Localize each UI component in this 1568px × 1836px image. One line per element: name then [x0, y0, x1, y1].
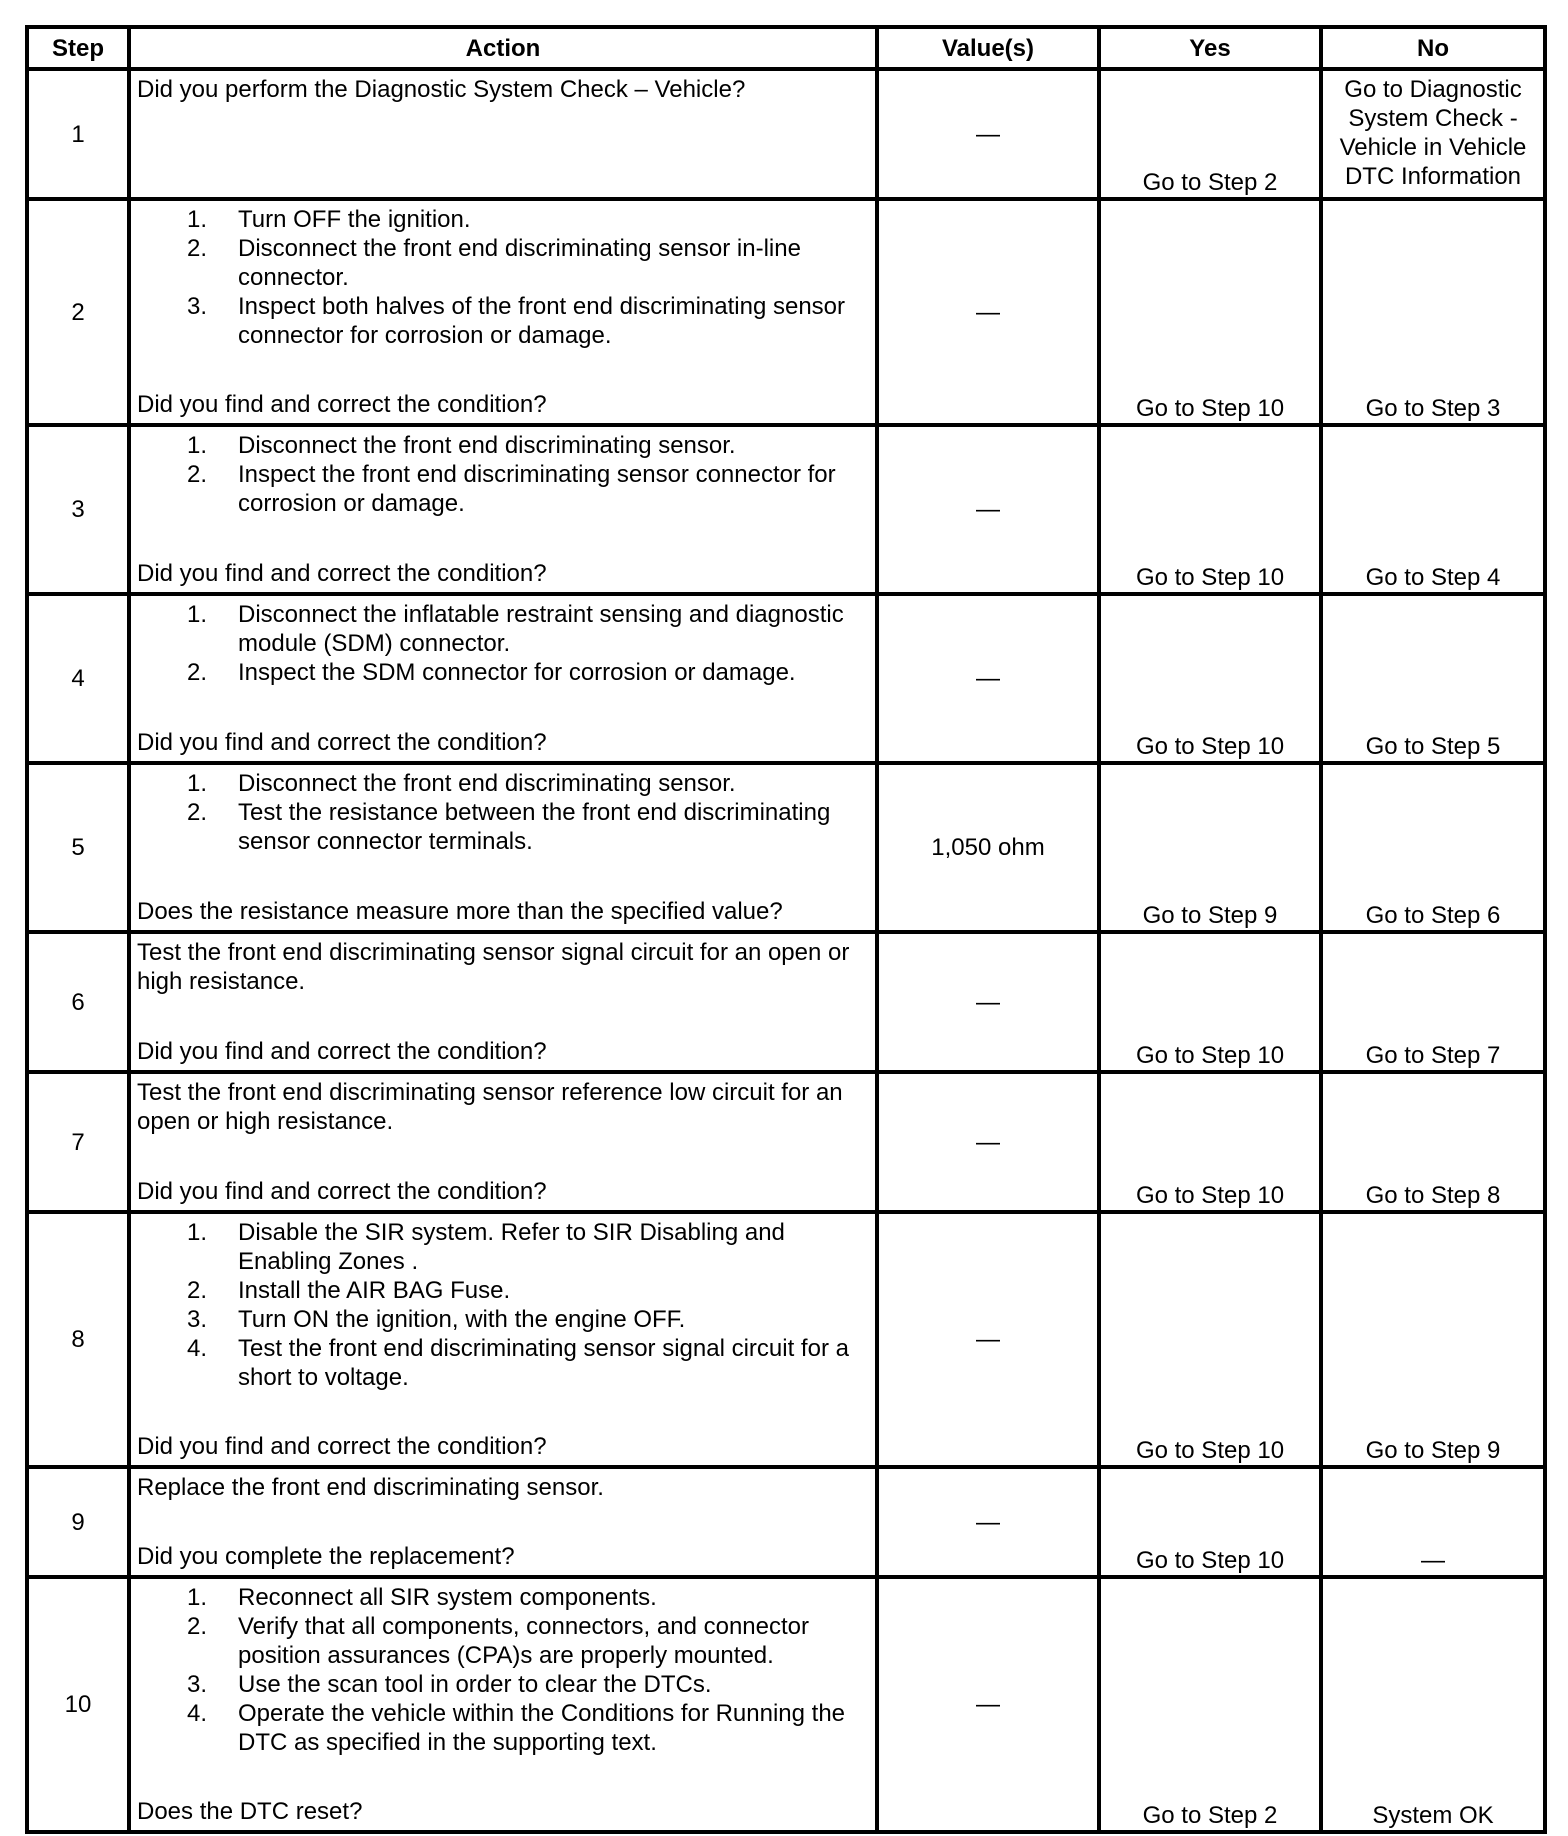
action-step: 1. Disconnect the inflatable restraint sensing and diagnostic module (SDM) connector.: [187, 601, 844, 657]
action-step: 4. Operate the vehicle within the Conditions for Running the DTC as specified in the supporting text.: [187, 1700, 846, 1756]
action-text: Replace the front end discriminating sensor.: [137, 1474, 604, 1501]
value-cell: —: [877, 425, 1099, 594]
action-cell: [129, 1072, 877, 1212]
no-cell: System OK: [1321, 1577, 1545, 1832]
action-steps: [137, 1583, 867, 1757]
action-step: 2. Install the AIR BAG Fuse.: [187, 1277, 511, 1304]
action-steps: [137, 600, 867, 687]
action-cell: [129, 1212, 877, 1467]
action-step: 1. Disable the SIR system. Refer to SIR Disabling and Enabling Zones .: [187, 1219, 785, 1275]
action-question: Did you find and correct the condition?: [137, 1433, 547, 1460]
step-number: 6: [27, 932, 129, 1072]
action-cell: [129, 199, 877, 425]
table-row: [27, 69, 1545, 199]
table-row: [27, 1577, 1545, 1832]
action-step: 3. Turn ON the ignition, with the engine OFF.: [187, 1306, 686, 1333]
action-cell: [129, 1577, 877, 1832]
no-cell: Go to Step 7: [1321, 932, 1545, 1072]
value-cell: 1,050 ohm: [877, 763, 1099, 932]
value-cell: —: [877, 594, 1099, 763]
yes-cell: Go to Step 10: [1099, 1072, 1321, 1212]
header-values: Value(s): [877, 27, 1099, 69]
step-number: 8: [27, 1212, 129, 1467]
table-row: [27, 594, 1545, 763]
no-cell: Go to Step 5: [1321, 594, 1545, 763]
action-question: Does the DTC reset?: [137, 1798, 363, 1825]
step-number: 4: [27, 594, 129, 763]
action-cell: [129, 763, 877, 932]
action-question: Did you find and correct the condition?: [137, 1178, 547, 1205]
action-step: 3. Inspect both halves of the front end discriminating sensor connector for corrosion or damage.: [187, 293, 846, 349]
header-no: No: [1321, 27, 1545, 69]
no-cell: Go to Step 9: [1321, 1212, 1545, 1467]
action-step: 1. Disconnect the front end discriminating sensor.: [187, 770, 736, 797]
step-number: 7: [27, 1072, 129, 1212]
action-step: 2. Disconnect the front end discriminating sensor in-line connector.: [187, 235, 801, 291]
step-number: 5: [27, 763, 129, 932]
value-cell: —: [877, 199, 1099, 425]
action-question: Did you find and correct the condition?: [137, 1038, 547, 1065]
action-cell: [129, 425, 877, 594]
value-cell: —: [877, 932, 1099, 1072]
value-cell: —: [877, 1467, 1099, 1577]
action-step: 2. Inspect the front end discriminating sensor connector for corrosion or damage.: [187, 461, 836, 517]
value-cell: —: [877, 1577, 1099, 1832]
action-steps: [137, 431, 867, 518]
action-step: 3. Use the scan tool in order to clear the DTCs.: [187, 1671, 712, 1698]
action-steps: [137, 205, 867, 350]
header-step: Step: [27, 27, 129, 69]
table-row: [27, 1467, 1545, 1577]
action-question: Did you complete the replacement?: [137, 1543, 515, 1570]
value-cell: —: [877, 1212, 1099, 1467]
no-cell: Go to Diagnostic System Check - Vehicle in Vehicle DTC Information: [1321, 69, 1545, 199]
no-cell: Go to Step 8: [1321, 1072, 1545, 1212]
table-row: [27, 425, 1545, 594]
action-cell: [129, 594, 877, 763]
action-step: 4. Test the front end discriminating sensor signal circuit for a short to voltage.: [187, 1335, 849, 1391]
action-cell: [129, 69, 877, 199]
action-step: 1. Turn OFF the ignition.: [187, 206, 471, 233]
step-number: 3: [27, 425, 129, 594]
table-row: [27, 932, 1545, 1072]
header-action: Action: [129, 27, 877, 69]
no-cell: Go to Step 6: [1321, 763, 1545, 932]
action-cell: [129, 932, 877, 1072]
action-text: Test the front end discriminating sensor signal circuit for an open or high resistance.: [137, 939, 850, 995]
yes-cell: Go to Step 10: [1099, 594, 1321, 763]
header-yes: Yes: [1099, 27, 1321, 69]
action-step: 1. Reconnect all SIR system components.: [187, 1584, 657, 1611]
yes-cell: Go to Step 10: [1099, 932, 1321, 1072]
diagnostic-table: [25, 25, 1547, 1834]
action-step: 2. Verify that all components, connectors, and connector position assurances (CPA)s are properly mounted.: [187, 1613, 809, 1669]
no-cell: —: [1321, 1467, 1545, 1577]
action-text: Test the front end discriminating sensor reference low circuit for an open or high resistance.: [137, 1079, 843, 1135]
yes-cell: Go to Step 2: [1099, 69, 1321, 199]
step-number: 10: [27, 1577, 129, 1832]
action-cell: [129, 1467, 877, 1577]
yes-cell: Go to Step 9: [1099, 763, 1321, 932]
action-question: Does the resistance measure more than the specified value?: [137, 898, 783, 925]
action-question: Did you find and correct the condition?: [137, 560, 547, 587]
step-number: 9: [27, 1467, 129, 1577]
action-text: Did you perform the Diagnostic System Check – Vehicle?: [137, 76, 746, 103]
action-question: Did you find and correct the condition?: [137, 391, 547, 418]
value-cell: —: [877, 1072, 1099, 1212]
action-question: Did you find and correct the condition?: [137, 729, 547, 756]
table-row: [27, 1212, 1545, 1467]
action-step: 2. Test the resistance between the front end discriminating sensor connector terminals.: [187, 799, 831, 855]
action-step: 2. Inspect the SDM connector for corrosion or damage.: [187, 659, 796, 686]
table-row: [27, 199, 1545, 425]
no-cell: Go to Step 3: [1321, 199, 1545, 425]
table-row: [27, 1072, 1545, 1212]
step-number: 2: [27, 199, 129, 425]
yes-cell: Go to Step 2: [1099, 1577, 1321, 1832]
value-cell: —: [877, 69, 1099, 199]
yes-cell: Go to Step 10: [1099, 1467, 1321, 1577]
table-row: [27, 763, 1545, 932]
yes-cell: Go to Step 10: [1099, 199, 1321, 425]
action-steps: [137, 1218, 867, 1392]
no-cell: Go to Step 4: [1321, 425, 1545, 594]
step-number: 1: [27, 69, 129, 199]
action-steps: [137, 769, 867, 856]
header-row: [27, 27, 1545, 69]
action-step: 1. Disconnect the front end discriminating sensor.: [187, 432, 736, 459]
yes-cell: Go to Step 10: [1099, 1212, 1321, 1467]
yes-cell: Go to Step 10: [1099, 425, 1321, 594]
